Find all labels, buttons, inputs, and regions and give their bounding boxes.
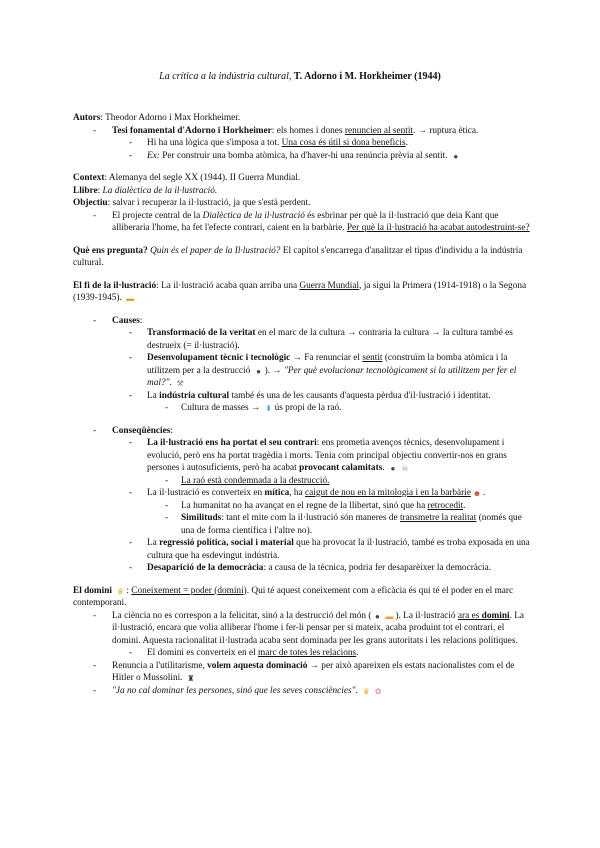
text-run: Context bbox=[73, 173, 105, 183]
text-run: mítica bbox=[264, 488, 290, 498]
bullet-dash: - bbox=[129, 390, 133, 401]
text-run: Desenvolupament tècnic i tecnològic bbox=[147, 353, 291, 363]
list-item bbox=[73, 150, 531, 163]
text-run: : bbox=[126, 585, 132, 596]
text-run: . bbox=[356, 648, 359, 658]
list-item bbox=[73, 210, 531, 235]
text-run: La bbox=[147, 390, 160, 401]
text-run: "Per què evolucionar tecnològicament si la utilitzem per fer el mal?" bbox=[147, 365, 517, 388]
bullet-dash: - bbox=[129, 138, 133, 148]
bullet-dash: - bbox=[93, 610, 97, 621]
skull-icon: ☠ bbox=[401, 464, 409, 473]
text-run: Hi ha una lògica que s'imposa a tot. bbox=[147, 138, 282, 148]
text-run: Similituds bbox=[181, 513, 222, 523]
bullet-dash: - bbox=[93, 125, 97, 136]
text-run: La ciència no es correspon a la felicitat, sinó a la destrucció del món ( bbox=[112, 610, 372, 621]
list-item bbox=[73, 475, 531, 488]
text-run: "Ja no cal dominar les persones, sinó que les seves consciències" bbox=[112, 685, 356, 696]
text-run: provocant calamitats bbox=[299, 463, 383, 473]
text-run: volem aquesta dominació bbox=[207, 660, 308, 671]
text-run: Transformació de la veritat bbox=[147, 328, 256, 338]
text-run: Desaparició de la democràcia bbox=[147, 563, 264, 573]
title-authors: T. Adorno i M. Horkheimer (1944) bbox=[291, 71, 441, 82]
text-run: → per això apareixen els estats nacionalistes com el de Hitler o Mussolini. bbox=[112, 660, 515, 683]
bullet-dash: - bbox=[93, 685, 97, 696]
text-run: La il·lustració ens ha portat el seu contrari bbox=[147, 438, 317, 448]
paragraph bbox=[73, 245, 531, 270]
ogre-icon: ☻ bbox=[472, 489, 482, 498]
bullet-dash: - bbox=[129, 353, 133, 363]
list-item bbox=[73, 137, 531, 150]
bomb-icon: ● bbox=[453, 151, 459, 161]
bullet-dash: - bbox=[93, 425, 97, 436]
text-run: : bbox=[97, 185, 103, 196]
text-run: (construïm la bomba atòmica i la utilitzem per a la destrucció bbox=[147, 353, 508, 376]
list-item bbox=[73, 610, 531, 648]
text-run: : salvar i recuperar la il·lustració, ja que s'està perdent. bbox=[107, 198, 311, 208]
text-run: ). → bbox=[264, 365, 284, 376]
list-item bbox=[73, 437, 531, 475]
text-run: : bbox=[139, 315, 143, 326]
text-run: . bbox=[483, 488, 486, 498]
brain-icon: ✿ bbox=[374, 686, 382, 696]
text-run: Causes bbox=[112, 315, 140, 326]
text-run: El domini bbox=[73, 585, 113, 596]
text-run: , ja sigui la Primera (1914-1918) o la Segona (1939-1945). bbox=[73, 280, 527, 303]
list-item bbox=[73, 647, 531, 660]
crown-icon: ♛ bbox=[362, 686, 370, 696]
text-run: → Fa renunciar el bbox=[290, 353, 363, 363]
text-run: Conseqüències bbox=[112, 425, 171, 436]
text-run: : La il·lustració acaba quan arriba una bbox=[156, 280, 300, 291]
bullet-dash: - bbox=[129, 328, 133, 338]
text-run: Per què la il·lustració ha acabat autodestruint-se? bbox=[346, 223, 530, 233]
text-run: La humanitat no ha avançat en el regne de la llibertat, sinó que ha bbox=[181, 500, 428, 511]
list-item bbox=[73, 327, 531, 352]
text-run: La il·lustració es converteix en bbox=[147, 488, 265, 498]
text-run: Una cosa és útil si dona beneficis bbox=[281, 138, 406, 148]
bullet-dash: - bbox=[129, 438, 133, 448]
text-run: Per construir una bomba atòmica, ha d'haver-hi una renúncia prèvia al sentit. bbox=[159, 150, 450, 161]
bullet-dash: - bbox=[93, 210, 97, 221]
text-run: ara es bbox=[457, 610, 482, 621]
list-item bbox=[73, 315, 531, 328]
title-work: La crítica a la indústria cultural, bbox=[159, 71, 292, 82]
hammer-and-wrench-icon: ⚒ bbox=[176, 379, 184, 388]
text-run: ). La il·lustració bbox=[395, 610, 458, 621]
text-run: Dialèctica de la il·lustració bbox=[202, 210, 305, 221]
text-run: El projecte central de la bbox=[112, 210, 203, 221]
bullet-dash: - bbox=[165, 500, 169, 511]
text-run: Objectiu bbox=[73, 198, 108, 208]
text-run: que ha provocat la il·lustració, també es troba exposada en una cultura que ha esdevingut indústria. bbox=[147, 538, 530, 561]
text-run: El capítol s'encarrega d'analitzar el tipus d'individu a la indústria cultural. bbox=[73, 245, 523, 268]
list-item bbox=[73, 685, 531, 698]
text-run: domini bbox=[481, 610, 510, 621]
text-run: Quin és el paper de la Il·lustració? bbox=[150, 245, 281, 256]
text-run: : els homes i dones bbox=[271, 125, 345, 136]
text-run: Tesi fonamental d'Adorno i Horkheimer bbox=[112, 125, 272, 136]
text-run: Coneixement = poder (domini) bbox=[131, 585, 247, 596]
text-run: marc de totes les relacions bbox=[258, 648, 357, 658]
pistol-icon: ▬ bbox=[385, 611, 394, 621]
text-run: Autors bbox=[73, 113, 101, 123]
list-item bbox=[73, 660, 531, 685]
list-item bbox=[73, 425, 531, 438]
text-run: transmetre la realitat bbox=[399, 513, 477, 523]
text-run: (només que una de forma científica i l'altre no). bbox=[181, 513, 522, 536]
list-item bbox=[73, 500, 531, 513]
text-run: . bbox=[382, 463, 387, 473]
list-item bbox=[73, 512, 531, 537]
text-run: La bbox=[147, 538, 160, 548]
text-run: . bbox=[355, 685, 361, 696]
text-run: El fi de la il·lustració bbox=[73, 280, 157, 291]
list-item bbox=[73, 125, 531, 138]
list-item bbox=[73, 352, 531, 390]
text-run: sentit bbox=[362, 353, 383, 363]
list-item bbox=[73, 537, 531, 562]
text-run: és esbrinar per què la il·lustració que deia Kant que alliberaria l'home, ha fet l'efecte contrari, caient en la barbàrie. bbox=[112, 210, 499, 233]
guard-icon: ♜ bbox=[187, 674, 195, 683]
text-run: . bbox=[405, 138, 408, 148]
text-run: La dialèctica de la il·lustració. bbox=[102, 185, 218, 196]
text-run: Què ens pregunta? bbox=[73, 245, 148, 256]
text-run bbox=[112, 586, 114, 596]
text-run: també és una de les causants d'aquesta pèrdua d'il·lustració i identitat. bbox=[229, 390, 491, 401]
text-run: Ex: bbox=[147, 150, 160, 161]
document-body bbox=[73, 112, 531, 697]
paragraph bbox=[73, 280, 531, 305]
text-run: , ha bbox=[289, 488, 305, 498]
bomb-icon: ● bbox=[390, 464, 396, 473]
text-run: ús propi de la raó. bbox=[274, 403, 342, 413]
text-run: . La il·lustració, encara que volia alliberar l'home i fer-li pensar per si mateix, acaba produint tot el contrari, el domini. Aquesta racionalitat il·lustrada acaba sent dominada per les grans autoritats i les relacions polítiques. bbox=[112, 610, 525, 646]
text-run: regressió política, social i material bbox=[159, 538, 294, 548]
paragraph bbox=[73, 585, 531, 610]
text-run: : ens prometia avenços tècnics, desenvolupament i evolució, però ens ha portat tragèdia i morts. Tenia com principal objectiu convertir-nos en grans persones i autosuficients, però ha acabat bbox=[147, 438, 507, 473]
text-run: . → ruptura ètica. bbox=[413, 125, 479, 136]
text-run: indústria cultural bbox=[159, 390, 230, 401]
pistol-icon: ▬ bbox=[126, 294, 135, 303]
paragraph bbox=[73, 185, 531, 198]
text-run: : a causa de la tècnica, podria fer desaparèixer la democràcia. bbox=[263, 563, 492, 573]
text-run: . bbox=[169, 378, 175, 388]
bullet-dash: - bbox=[129, 563, 133, 573]
text-run: Renuncia a l'utilitarisme, bbox=[112, 660, 208, 671]
list-item bbox=[73, 487, 531, 500]
crown-icon: ♛ bbox=[116, 586, 124, 596]
list-item bbox=[73, 402, 531, 415]
text-run: en el marc de la cultura → contraria la cultura → la cultura també es destrueix (= il·lustració). bbox=[147, 328, 513, 351]
paragraph bbox=[73, 112, 531, 125]
text-run: caigut de nou en la mitologia i en la barbàrie bbox=[305, 488, 471, 498]
bullet-dash: - bbox=[93, 315, 97, 326]
text-run: . bbox=[463, 500, 466, 511]
bullet-dash: - bbox=[129, 488, 133, 498]
bullet-dash: - bbox=[129, 538, 133, 548]
text-run: renuncien al sentit bbox=[344, 125, 414, 136]
bullet-dash: - bbox=[165, 403, 169, 413]
document-title bbox=[0, 71, 600, 82]
bullet-dash: - bbox=[93, 660, 97, 671]
list-item bbox=[73, 562, 531, 575]
text-run: Guerra Mundial bbox=[299, 280, 360, 291]
text-run: Cultura de masses → bbox=[181, 403, 263, 413]
text-run: : tant el mite com la il·lustració són maneres de bbox=[221, 513, 400, 523]
bomb-icon: ● bbox=[256, 366, 262, 376]
paragraph bbox=[73, 172, 531, 185]
text-run: La raó està condemnada a la destrucció. bbox=[181, 475, 330, 486]
text-run: : Theodor Adorno i Max Horkheimer. bbox=[100, 113, 241, 123]
text-run: retrocedit bbox=[427, 500, 464, 511]
paragraph bbox=[73, 197, 531, 210]
text-run: Llibre bbox=[73, 185, 98, 196]
list-item bbox=[73, 390, 531, 403]
text-run: : bbox=[170, 425, 173, 436]
bullet-dash: - bbox=[129, 150, 133, 161]
bomb-icon: ● bbox=[375, 611, 380, 621]
text-run: El domini es converteix en el bbox=[147, 648, 259, 658]
bullet-dash: - bbox=[165, 513, 169, 523]
bullet-dash: - bbox=[129, 648, 133, 658]
text-run: . Qui té aquest coneixement com a eficàcia és qui té el poder en el marc contemporani. bbox=[73, 585, 514, 608]
down-arrow-icon: ⬇ bbox=[265, 404, 272, 413]
text-run: : Alemanya del segle XX (1944). II Guerra Mundial. bbox=[104, 173, 301, 183]
bullet-dash: - bbox=[165, 475, 169, 486]
